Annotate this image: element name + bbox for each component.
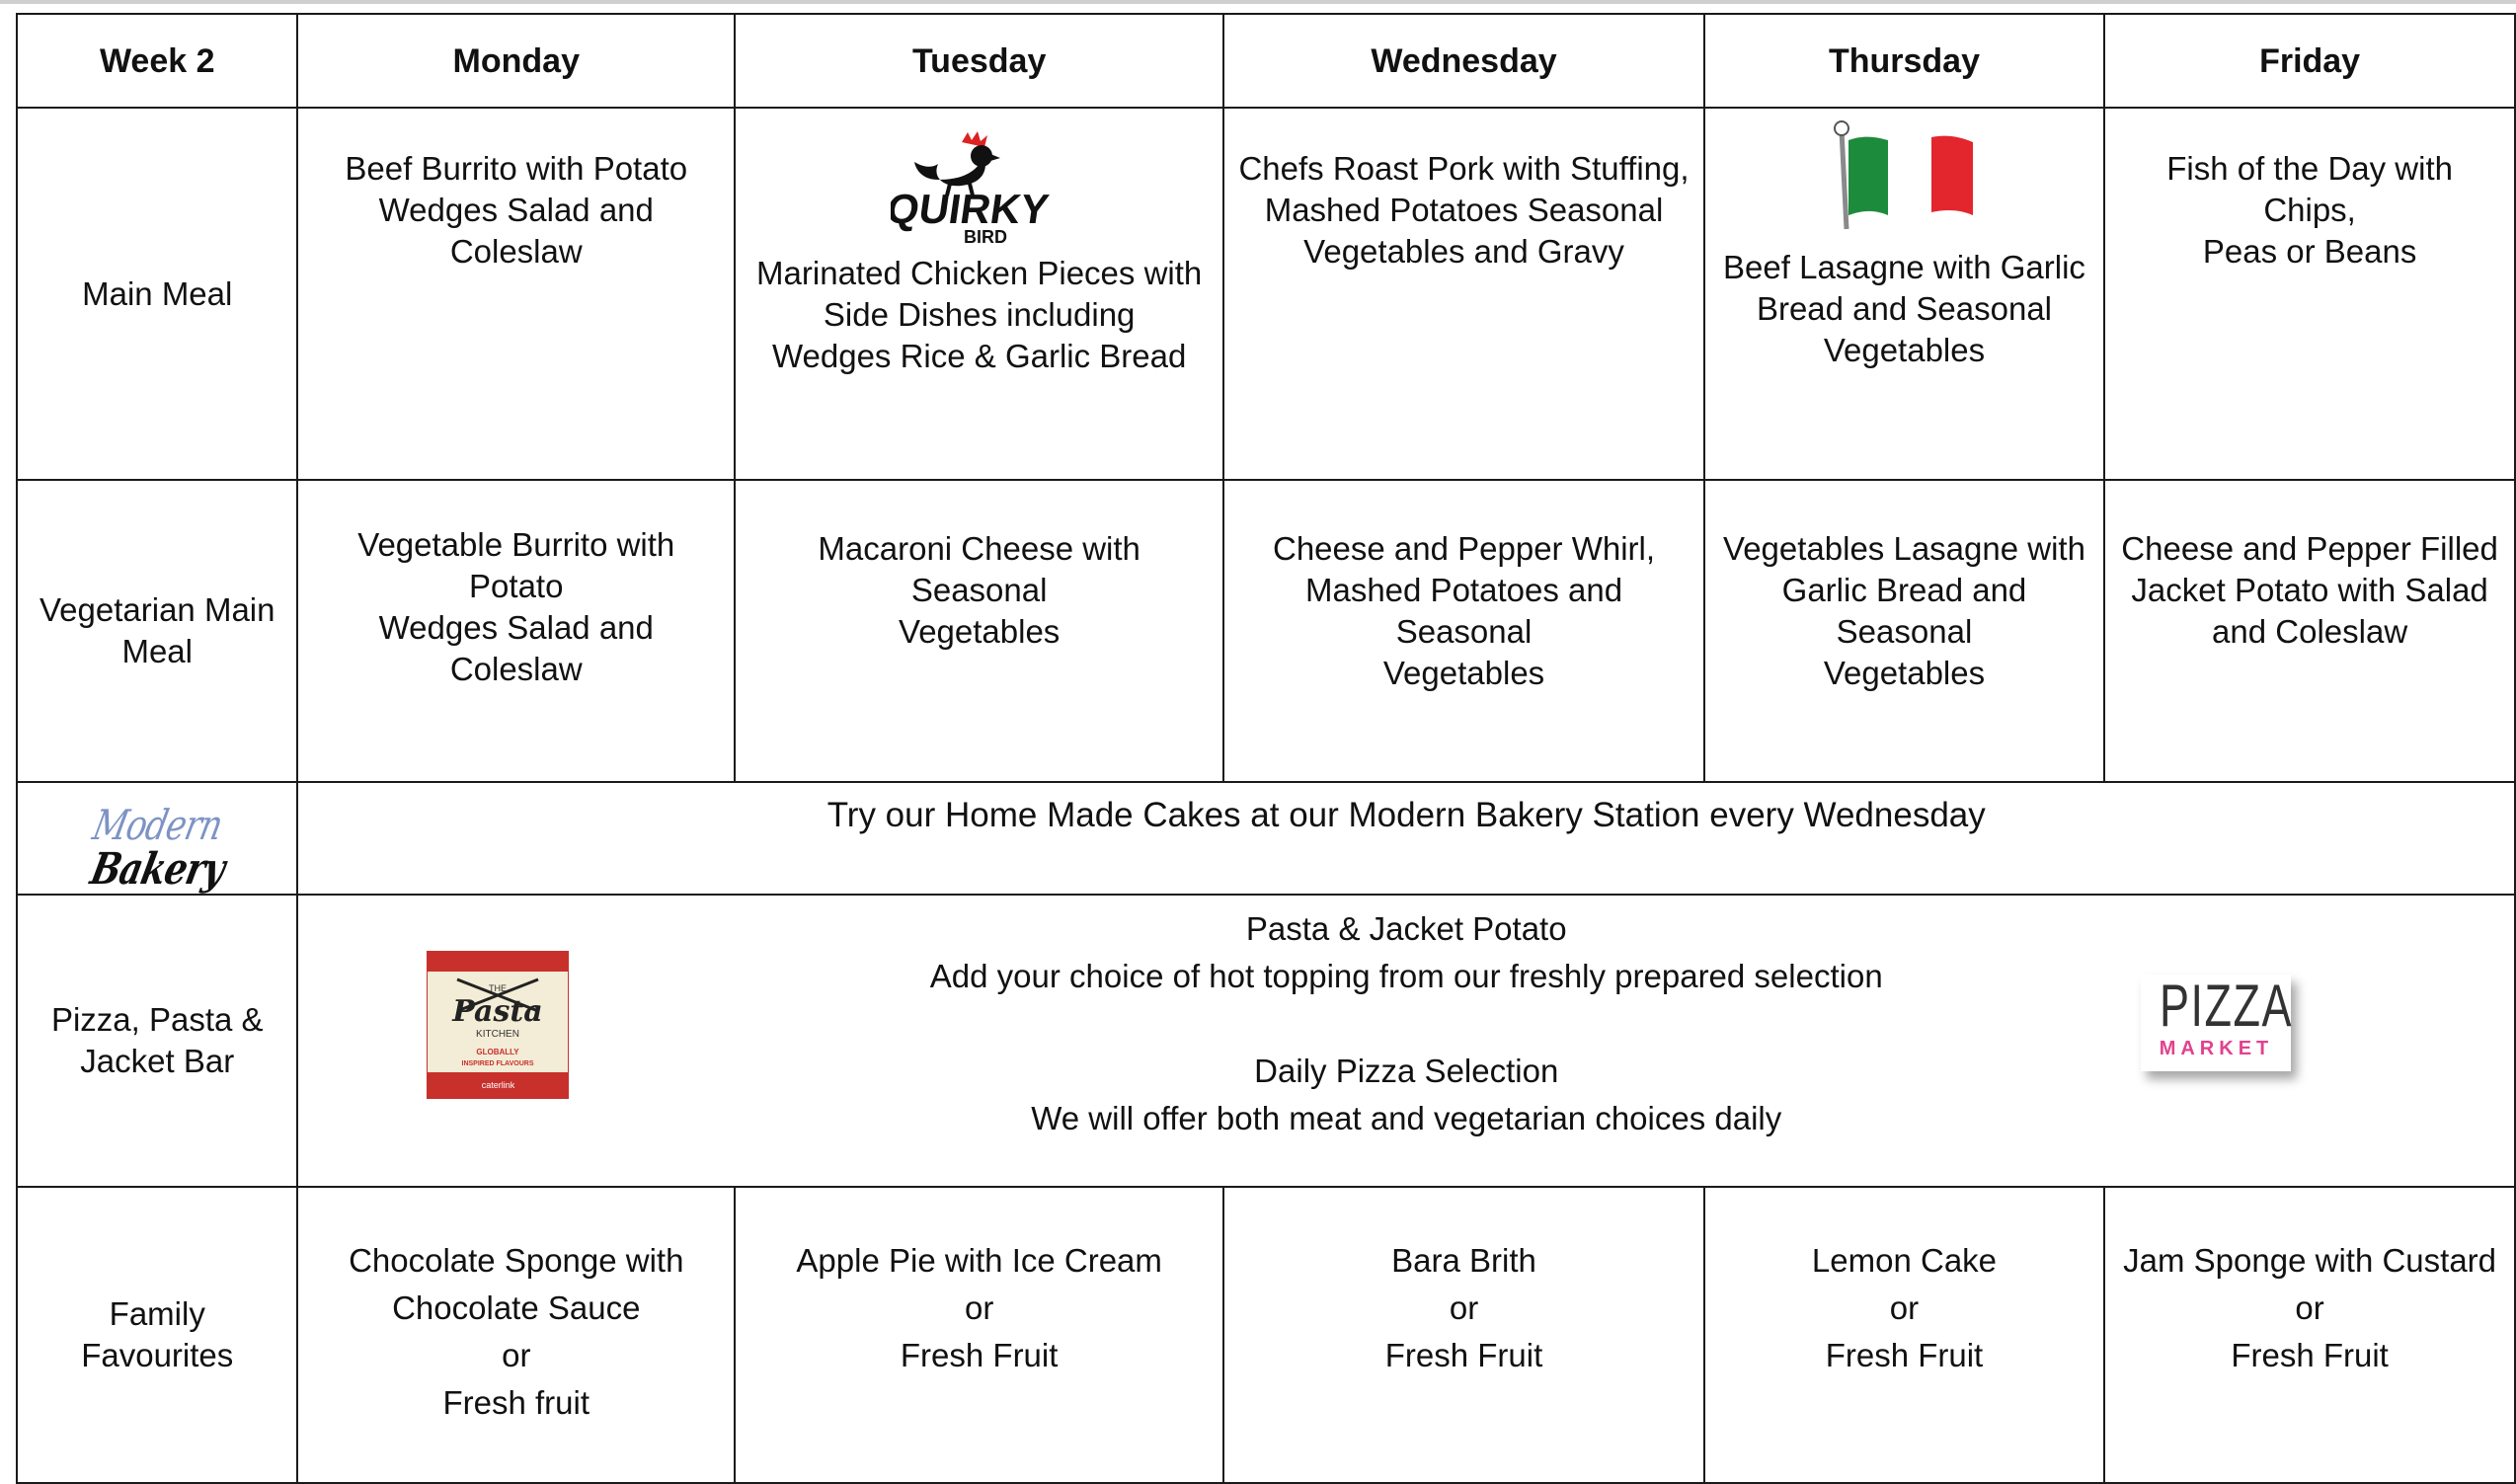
pasta-fork-icon bbox=[428, 972, 568, 1070]
bakery-row bbox=[17, 782, 2515, 895]
italian-flag-icon bbox=[1825, 118, 1983, 237]
vegetarian-friday: Cheese and Pepper Filled Jacket Potato with Salad and Coleslaw bbox=[2104, 480, 2515, 782]
svg-text:GLOBALLY: GLOBALLY bbox=[476, 1048, 520, 1056]
svg-text:KITCHEN: KITCHEN bbox=[476, 1029, 520, 1040]
rooster-icon bbox=[891, 124, 1068, 248]
svg-text:Pasta: Pasta bbox=[452, 994, 544, 1029]
row-label-vegetarian: Vegetarian Main Meal bbox=[17, 480, 297, 782]
day-header-friday: Friday bbox=[2104, 14, 2515, 108]
vegetarian-row bbox=[17, 480, 2515, 782]
family-thursday: Lemon Cake or Fresh Fruit bbox=[1704, 1187, 2104, 1483]
main-meal-thursday: Beef Lasagne with Garlic Bread and Seasonal Vegetables bbox=[1704, 108, 2104, 480]
main-meal-monday: Beef Burrito with Potato Wedges Salad and Coleslaw bbox=[297, 108, 735, 480]
family-tuesday: Apple Pie with Ice Cream or Fresh Fruit bbox=[735, 1187, 1223, 1483]
pizza-pasta-details: THE Pasta KITCHEN GLOBALLY INSPIRED FLAVOURS caterlink Pasta & Jacket Potato Add your choice of hot topping from our freshly prepared selection Daily Pizza Selection We will offer both meat and vegetarian choices daily PIZZA MARKET bbox=[297, 895, 2515, 1187]
pasta-kitchen-logo: THE Pasta KITCHEN GLOBALLY INSPIRED FLAVOURS caterlink bbox=[427, 951, 569, 1099]
row-label-pizza-pasta: Pizza, Pasta & Jacket Bar bbox=[17, 895, 297, 1187]
svg-text:THE: THE bbox=[489, 983, 508, 993]
vegetarian-wednesday: Cheese and Pepper Whirl, Mashed Potatoes and Seasonal Vegetables bbox=[1223, 480, 1704, 782]
family-friday: Jam Sponge with Custard or Fresh Fruit bbox=[2104, 1187, 2515, 1483]
main-meal-tuesday: QUIRKY BIRD Marinated Chicken Pieces with Side Dishes including Wedges Rice & Garlic Bread bbox=[735, 108, 1223, 480]
family-wednesday: Bara Brith or Fresh Fruit bbox=[1223, 1187, 1704, 1483]
bakery-banner-text: Try our Home Made Cakes at our Modern Bakery Station every Wednesday bbox=[297, 782, 2515, 895]
vegetarian-tuesday: Macaroni Cheese with Seasonal Vegetables bbox=[735, 480, 1223, 782]
day-header-wednesday: Wednesday bbox=[1223, 14, 1704, 108]
svg-text:INSPIRED FLAVOURS: INSPIRED FLAVOURS bbox=[461, 1060, 534, 1067]
menu-table bbox=[16, 13, 2516, 1484]
svg-text:BIRD: BIRD bbox=[963, 227, 1007, 247]
quirky-bird-logo bbox=[747, 124, 1211, 253]
main-meal-row bbox=[17, 108, 2515, 480]
row-label-family-favourites: Family Favourites bbox=[17, 1187, 297, 1483]
main-meal-wednesday: Chefs Roast Pork with Stuffing, Mashed Potatoes Seasonal Vegetables and Gravy bbox=[1223, 108, 1704, 480]
modern-bakery-logo: Modern Bakery bbox=[17, 782, 297, 895]
top-border-line bbox=[0, 0, 2516, 4]
svg-text:QUIRKY: QUIRKY bbox=[890, 186, 1052, 232]
week-label: Week 2 bbox=[17, 14, 297, 108]
main-meal-friday: Fish of the Day with Chips, Peas or Beans bbox=[2104, 108, 2515, 480]
day-header-thursday: Thursday bbox=[1704, 14, 2104, 108]
row-label-main-meal: Main Meal bbox=[17, 108, 297, 480]
pizza-pasta-row bbox=[17, 895, 2515, 1187]
day-header-tuesday: Tuesday bbox=[735, 14, 1223, 108]
vegetarian-thursday: Vegetables Lasagne with Garlic Bread and Seasonal Vegetables bbox=[1704, 480, 2104, 782]
day-header-monday: Monday bbox=[297, 14, 735, 108]
pizza-market-logo: PIZZA MARKET bbox=[2141, 975, 2291, 1071]
family-favourites-row bbox=[17, 1187, 2515, 1483]
family-monday: Chocolate Sponge with Chocolate Sauce or Fresh fruit bbox=[297, 1187, 735, 1483]
header-row bbox=[17, 14, 2515, 108]
vegetarian-monday: Vegetable Burrito with Potato Wedges Salad and Coleslaw bbox=[297, 480, 735, 782]
